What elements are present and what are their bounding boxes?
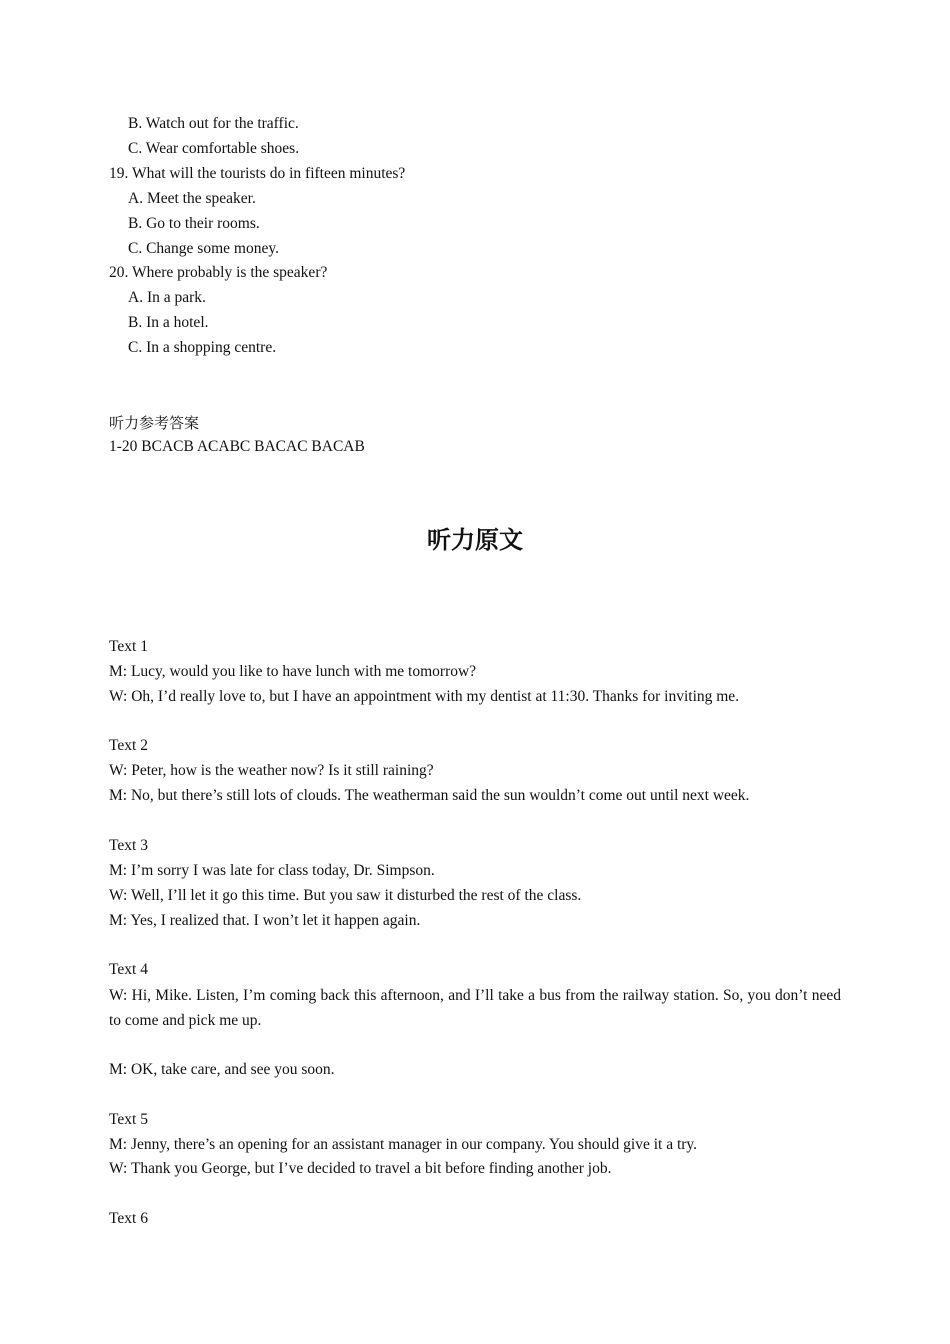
text4-line1: W: Hi, Mike. Listen, I’m coming back this afternoon, and I’ll take a bus from the railway station. So, you don’t need to come and pick me up. [109,987,841,1029]
text4-line2: M: OK, take care, and see you soon. [109,1061,335,1078]
transcript-title: 听力原文 [427,526,523,554]
q19-option-a: A. Meet the speaker. [128,190,256,207]
text4-label: Text 4 [109,961,148,978]
answer-key-heading: 听力参考答案 [109,414,200,432]
text5-line1: M: Jenny, there’s an opening for an assistant manager in our company. You should give it a try. [109,1136,698,1153]
q19-option-c: C. Change some money. [128,240,279,257]
q20-option-c: C. In a shopping centre. [128,339,277,356]
text3-label: Text 3 [109,837,148,854]
q18-option-b: B. Watch out for the traffic. [128,115,299,132]
q20-option-a: A. In a park. [128,289,206,306]
text2-line1: W: Peter, how is the weather now? Is it still raining? [109,762,434,779]
text2-label: Text 2 [109,737,148,754]
text2-line2: M: No, but there’s still lots of clouds. The weatherman said the sun wouldn’t come out until next week. [109,787,750,804]
text3-line3: M: Yes, I realized that. I won’t let it happen again. [109,912,421,929]
question-20: 20. Where probably is the speaker? [109,264,328,281]
text1-label: Text 1 [109,638,148,655]
q19-option-b: B. Go to their rooms. [128,215,260,232]
text3-line1: M: I’m sorry I was late for class today, Dr. Simpson. [109,862,435,879]
question-19: 19. What will the tourists do in fifteen minutes? [109,165,406,182]
text1-line2: W: Oh, I’d really love to, but I have an appointment with my dentist at 11:30. Thanks for inviting me. [109,688,740,705]
text6-label: Text 6 [109,1210,148,1227]
answer-key: 1-20 BCACB ACABC BACAC BACAB [109,438,365,455]
text3-line2: W: Well, I’ll let it go this time. But you saw it disturbed the rest of the class. [109,887,582,904]
text5-line2: W: Thank you George, but I’ve decided to travel a bit before finding another job. [109,1160,612,1177]
text5-label: Text 5 [109,1111,148,1128]
q18-option-c: C. Wear comfortable shoes. [128,140,300,157]
q20-option-b: B. In a hotel. [128,314,209,331]
text1-line1: M: Lucy, would you like to have lunch with me tomorrow? [109,663,477,680]
